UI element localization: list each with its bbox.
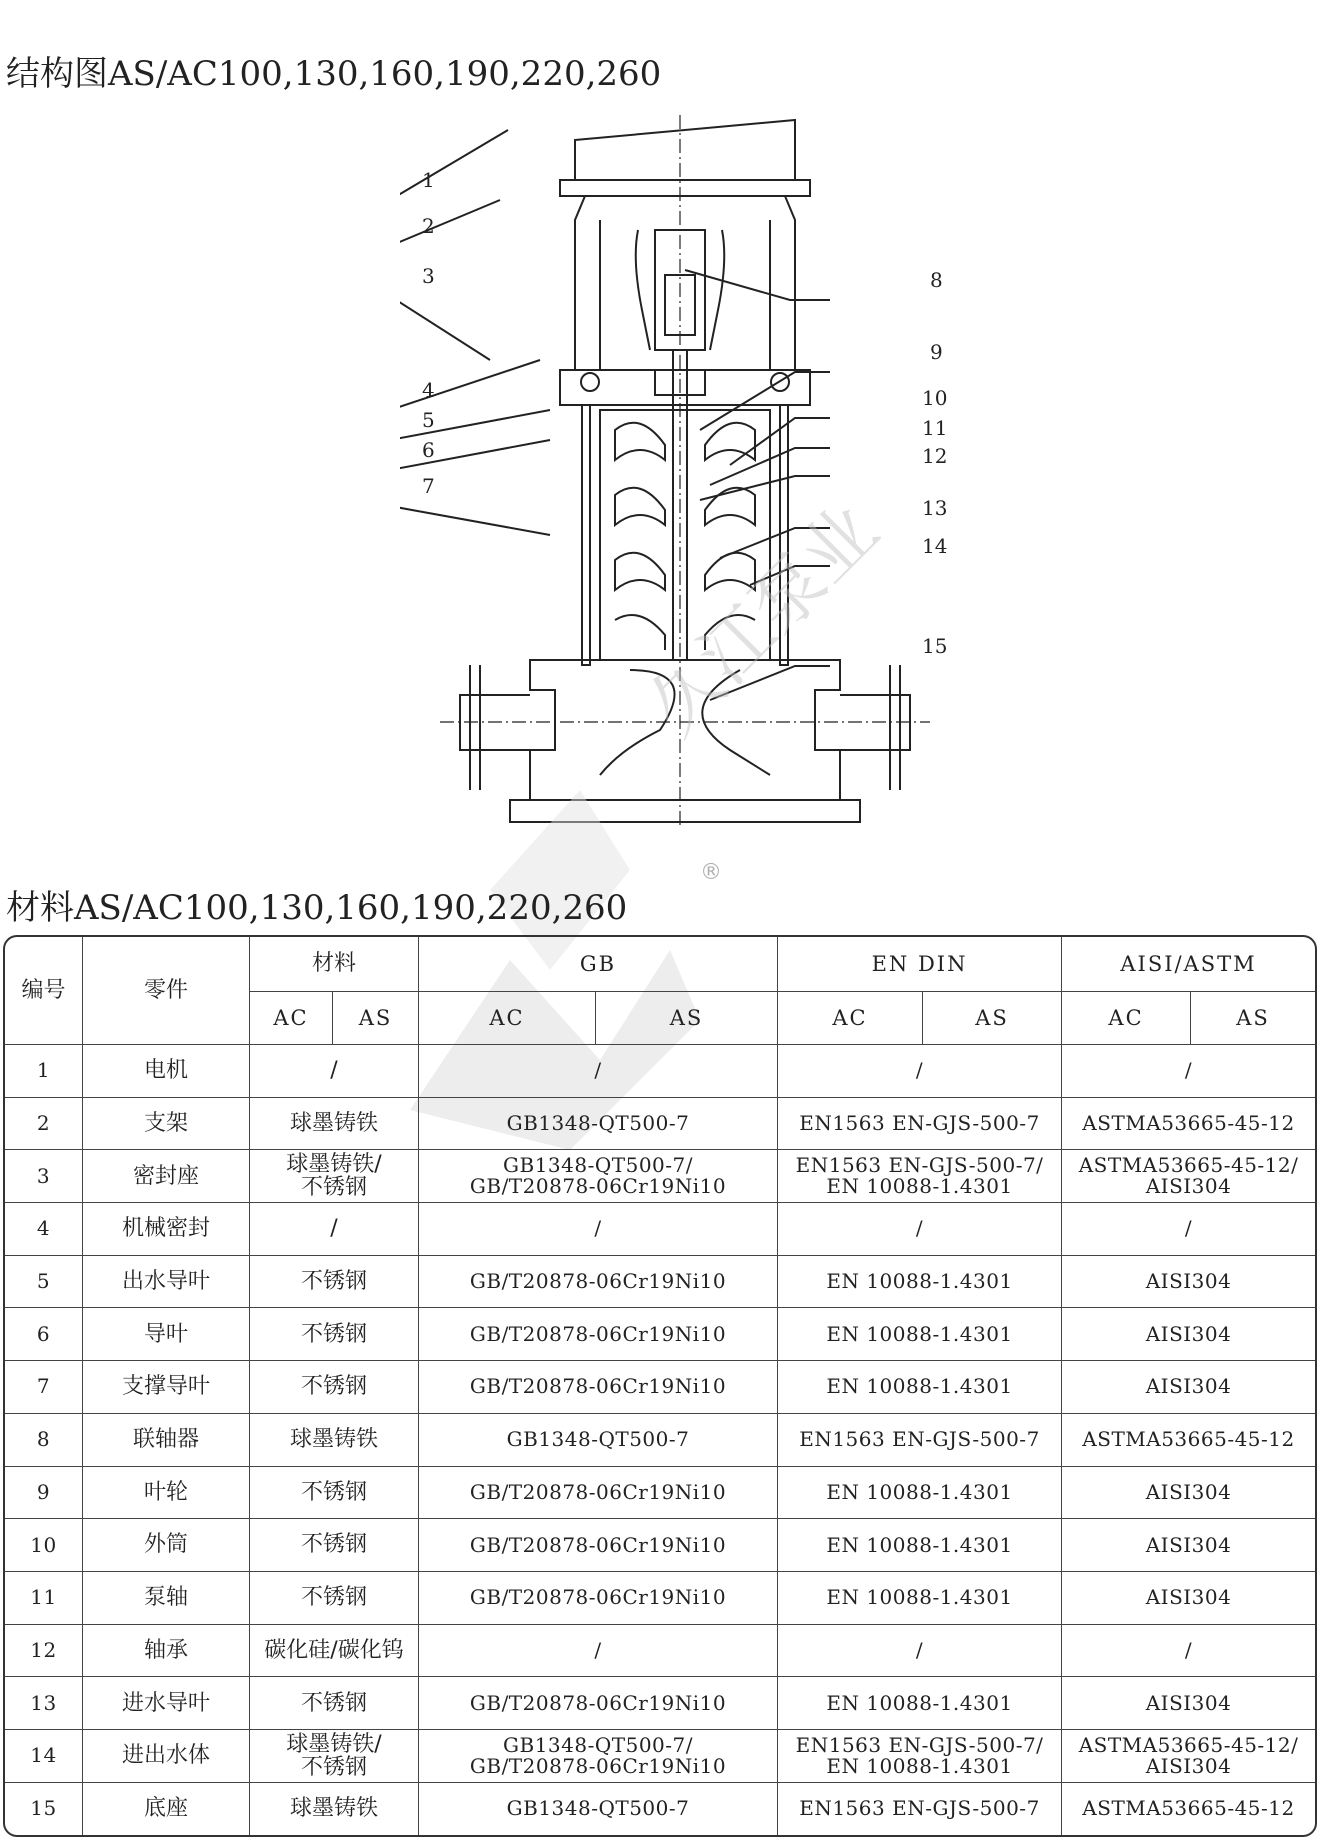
table-row: [5, 1098, 1315, 1151]
cell-aisi-astm-line: AISI304: [1145, 1374, 1232, 1399]
cell-gb-line: GB/T20878-06Cr19Ni10: [469, 1479, 727, 1504]
header-aisi-astm: AISI/ASTM: [1062, 937, 1315, 992]
cell-aisi-astm-line: AISI304: [1145, 1585, 1232, 1610]
cell-aisi-astm: [1062, 1519, 1315, 1572]
cell-aisi-astm-line: AISI304: [1145, 1174, 1232, 1199]
callout-label-3: 3: [422, 264, 435, 288]
cell-gb: [419, 1414, 778, 1467]
cell-aisi-astm: [1062, 1467, 1315, 1520]
cell-material: [250, 1677, 419, 1730]
cell-material-line: /: [330, 1216, 338, 1242]
cell-aisi-astm: [1062, 1361, 1315, 1414]
cell-material-line: /: [330, 1058, 338, 1084]
cell-aisi-astm-line: ASTMA53665-45-12: [1082, 1111, 1295, 1136]
cell-gb-line: GB1348-QT500-7/: [503, 1153, 693, 1178]
header-part: 零件: [83, 937, 250, 1045]
cell-no: 5: [5, 1256, 83, 1309]
cell-no: 2: [5, 1098, 83, 1151]
cell-material: [250, 1572, 419, 1625]
cell-no: 8: [5, 1414, 83, 1467]
cell-part: 支架: [83, 1098, 250, 1151]
cell-gb: [419, 1625, 778, 1678]
cell-en-din-line: EN 10088-1.4301: [826, 1174, 1013, 1199]
callout-label-4: 4: [422, 378, 435, 402]
cell-en-din-line: EN 10088-1.4301: [826, 1479, 1013, 1504]
cell-material-line: 不锈钢: [301, 1269, 368, 1295]
cell-material-line: 不锈钢: [301, 1532, 368, 1558]
cell-material: [250, 1467, 419, 1520]
cell-aisi-astm-line: ASTMA53665-45-12/: [1078, 1732, 1299, 1757]
cell-en-din: [778, 1730, 1062, 1783]
cell-aisi-astm-line: /: [1184, 1637, 1193, 1662]
table-row: [5, 1045, 1315, 1098]
subheader-en-ac: AC: [778, 992, 923, 1045]
table-row: [5, 1572, 1315, 1625]
callout-label-8: 8: [930, 268, 943, 292]
cell-gb-line: GB1348-QT500-7: [506, 1796, 690, 1821]
cell-aisi-astm-line: AISI304: [1145, 1321, 1232, 1346]
cell-material-line: 碳化硅/碳化钨: [264, 1637, 404, 1663]
cell-aisi-astm-line: AISI304: [1145, 1269, 1232, 1294]
cell-gb-line: GB1348-QT500-7: [506, 1111, 690, 1136]
cell-en-din-line: EN 10088-1.4301: [826, 1585, 1013, 1610]
structure-diagram-title: 结构图AS/AC100,130,160,190,220,260: [6, 54, 662, 94]
material-table-body: [5, 1045, 1315, 1835]
table-row: [5, 1414, 1315, 1467]
cell-gb-line: GB/T20878-06Cr19Ni10: [469, 1532, 727, 1557]
cell-en-din-line: EN 10088-1.4301: [826, 1753, 1013, 1778]
cell-en-din: [778, 1256, 1062, 1309]
cell-material-line: 球墨铸铁: [290, 1427, 379, 1453]
cell-en-din: [778, 1625, 1062, 1678]
header-en-din: EN DIN: [778, 937, 1062, 992]
cell-material: [250, 1519, 419, 1572]
table-row: [5, 1625, 1315, 1678]
cell-en-din-line: EN 10088-1.4301: [826, 1690, 1013, 1715]
cell-en-din: [778, 1519, 1062, 1572]
cell-gb-line: GB/T20878-06Cr19Ni10: [469, 1690, 727, 1715]
cell-material: [250, 1308, 419, 1361]
cell-part: 机械密封: [83, 1203, 250, 1256]
cell-part: 叶轮: [83, 1467, 250, 1520]
cell-material-line: 不锈钢: [301, 1585, 368, 1611]
cell-gb-line: GB/T20878-06Cr19Ni10: [469, 1174, 727, 1199]
cell-part: 联轴器: [83, 1414, 250, 1467]
cell-gb-line: /: [594, 1637, 602, 1662]
cell-gb-line: GB/T20878-06Cr19Ni10: [469, 1269, 727, 1294]
table-row: [5, 1203, 1315, 1256]
cell-gb-line: /: [594, 1058, 602, 1083]
cell-gb: [419, 1256, 778, 1309]
material-table: [3, 935, 1317, 1837]
cell-part: 支撑导叶: [83, 1361, 250, 1414]
cell-material-line: 球墨铸铁/: [286, 1731, 382, 1757]
cell-aisi-astm: [1062, 1256, 1315, 1309]
cell-part: 轴承: [83, 1625, 250, 1678]
table-row: [5, 1361, 1315, 1414]
cell-aisi-astm-line: ASTMA53665-45-12/: [1078, 1153, 1299, 1178]
cell-material-line: 不锈钢: [301, 1690, 368, 1716]
cell-aisi-astm-line: ASTMA53665-45-12: [1082, 1796, 1295, 1821]
cell-gb-line: GB1348-QT500-7/: [503, 1732, 693, 1757]
cell-part: 外筒: [83, 1519, 250, 1572]
cell-material-line: 不锈钢: [301, 1374, 368, 1400]
callout-label-1: 1: [422, 168, 435, 192]
cell-no: 15: [5, 1783, 83, 1836]
callout-label-9: 9: [930, 340, 943, 364]
cell-no: 12: [5, 1625, 83, 1678]
cell-en-din-line: /: [915, 1216, 924, 1241]
subheader-gb-ac: AC: [419, 992, 596, 1045]
cell-aisi-astm: [1062, 1098, 1315, 1151]
cell-en-din: [778, 1098, 1062, 1151]
cell-en-din-line: /: [915, 1058, 924, 1083]
subheader-material-ac: AC: [250, 992, 333, 1045]
cell-gb-line: /: [594, 1216, 602, 1241]
cell-aisi-astm: [1062, 1203, 1315, 1256]
cell-material: [250, 1730, 419, 1783]
table-row: [5, 1783, 1315, 1836]
cell-part: 导叶: [83, 1308, 250, 1361]
cell-en-din-line: /: [915, 1637, 924, 1662]
cell-en-din-line: EN 10088-1.4301: [826, 1321, 1013, 1346]
cell-aisi-astm-line: ASTMA53665-45-12: [1082, 1427, 1295, 1452]
subheader-aisi-as: AS: [1191, 992, 1315, 1045]
cell-en-din: [778, 1783, 1062, 1836]
cell-material: [250, 1098, 419, 1151]
cell-material-line: 球墨铸铁: [290, 1796, 379, 1822]
cell-en-din-line: EN 10088-1.4301: [826, 1374, 1013, 1399]
callout-label-2: 2: [422, 214, 435, 238]
cell-en-din-line: EN 10088-1.4301: [826, 1532, 1013, 1557]
table-row: [5, 1519, 1315, 1572]
cell-aisi-astm-line: /: [1184, 1216, 1193, 1241]
cell-en-din: [778, 1467, 1062, 1520]
cell-aisi-astm: [1062, 1730, 1315, 1783]
callout-label-7: 7: [422, 474, 435, 498]
watermark-registered-mark: ®: [700, 860, 722, 885]
cell-no: 4: [5, 1203, 83, 1256]
cell-material-line: 球墨铸铁/: [286, 1152, 382, 1178]
cell-aisi-astm-line: AISI304: [1145, 1479, 1232, 1504]
cell-aisi-astm: [1062, 1045, 1315, 1098]
cell-gb-line: GB1348-QT500-7: [506, 1427, 690, 1452]
callout-label-6: 6: [422, 438, 435, 462]
cell-gb-line: GB/T20878-06Cr19Ni10: [469, 1321, 727, 1346]
cell-no: 6: [5, 1308, 83, 1361]
header-no: 编号: [5, 937, 83, 1045]
cell-part: 进水导叶: [83, 1677, 250, 1730]
cell-aisi-astm: [1062, 1783, 1315, 1836]
callout-label-11: 11: [922, 416, 948, 440]
cell-part: 电机: [83, 1045, 250, 1098]
cell-gb: [419, 1045, 778, 1098]
cell-gb: [419, 1677, 778, 1730]
table-row: [5, 1308, 1315, 1361]
cell-material-line: 不锈钢: [301, 1754, 368, 1780]
cell-no: 14: [5, 1730, 83, 1783]
cell-material-line: 球墨铸铁: [290, 1110, 379, 1136]
cell-no: 7: [5, 1361, 83, 1414]
cell-aisi-astm: [1062, 1414, 1315, 1467]
callout-label-13: 13: [922, 496, 948, 520]
cell-no: 3: [5, 1150, 83, 1203]
cell-en-din: [778, 1572, 1062, 1625]
cell-material: [250, 1203, 419, 1256]
material-table-title: 材料AS/AC100,130,160,190,220,260: [6, 888, 628, 928]
cell-gb: [419, 1519, 778, 1572]
table-row: [5, 1677, 1315, 1730]
cell-material: [250, 1414, 419, 1467]
cell-en-din: [778, 1677, 1062, 1730]
cell-material-line: 不锈钢: [301, 1479, 368, 1505]
cell-en-din: [778, 1414, 1062, 1467]
subheader-material-as: AS: [333, 992, 419, 1045]
cell-material: [250, 1361, 419, 1414]
header-gb: GB: [419, 937, 778, 992]
cell-aisi-astm: [1062, 1150, 1315, 1203]
cell-en-din-line: EN 10088-1.4301: [826, 1269, 1013, 1294]
cell-gb: [419, 1203, 778, 1256]
cell-aisi-astm: [1062, 1625, 1315, 1678]
cell-gb: [419, 1150, 778, 1203]
cell-material: [250, 1150, 419, 1203]
callout-label-5: 5: [422, 408, 435, 432]
callout-label-14: 14: [922, 534, 948, 558]
header-material: 材料: [250, 937, 419, 992]
cell-aisi-astm-line: AISI304: [1145, 1753, 1232, 1778]
cell-material: [250, 1625, 419, 1678]
subheader-en-as: AS: [923, 992, 1062, 1045]
callout-label-15: 15: [922, 634, 948, 658]
table-row: [5, 1730, 1315, 1783]
cell-en-din: [778, 1045, 1062, 1098]
cell-material-line: 不锈钢: [301, 1175, 368, 1201]
cell-gb: [419, 1467, 778, 1520]
cell-part: 出水导叶: [83, 1256, 250, 1309]
cell-en-din-line: EN1563 EN-GJS-500-7: [799, 1427, 1040, 1452]
callout-label-10: 10: [922, 386, 948, 410]
cell-en-din-line: EN1563 EN-GJS-500-7/: [795, 1153, 1044, 1178]
cell-no: 9: [5, 1467, 83, 1520]
cell-en-din-line: EN1563 EN-GJS-500-7: [799, 1111, 1040, 1136]
cell-gb: [419, 1098, 778, 1151]
cell-material: [250, 1045, 419, 1098]
table-row: [5, 1467, 1315, 1520]
cell-aisi-astm-line: AISI304: [1145, 1690, 1232, 1715]
cell-no: 13: [5, 1677, 83, 1730]
subheader-gb-as: AS: [596, 992, 778, 1045]
watermark-brand-text: 久江泵业: [631, 487, 895, 751]
cell-no: 1: [5, 1045, 83, 1098]
cell-aisi-astm: [1062, 1572, 1315, 1625]
subheader-aisi-ac: AC: [1062, 992, 1191, 1045]
cell-no: 10: [5, 1519, 83, 1572]
cell-part: 泵轴: [83, 1572, 250, 1625]
cell-en-din-line: EN1563 EN-GJS-500-7: [799, 1796, 1040, 1821]
cell-material: [250, 1783, 419, 1836]
cell-aisi-astm-line: /: [1184, 1058, 1193, 1083]
cell-part: 进出水体: [83, 1730, 250, 1783]
cell-material-line: 不锈钢: [301, 1321, 368, 1347]
cell-gb-line: GB/T20878-06Cr19Ni10: [469, 1374, 727, 1399]
table-row: [5, 1256, 1315, 1309]
cell-aisi-astm: [1062, 1677, 1315, 1730]
cell-en-din-line: EN1563 EN-GJS-500-7/: [795, 1732, 1044, 1757]
cell-en-din: [778, 1150, 1062, 1203]
cell-en-din: [778, 1308, 1062, 1361]
cell-gb: [419, 1308, 778, 1361]
cell-aisi-astm-line: AISI304: [1145, 1532, 1232, 1557]
table-row: [5, 1150, 1315, 1203]
cell-material: [250, 1256, 419, 1309]
callout-label-12: 12: [922, 444, 948, 468]
cell-aisi-astm: [1062, 1308, 1315, 1361]
cell-gb: [419, 1572, 778, 1625]
cell-gb: [419, 1783, 778, 1836]
cell-en-din: [778, 1361, 1062, 1414]
cell-gb-line: GB/T20878-06Cr19Ni10: [469, 1753, 727, 1778]
cell-gb: [419, 1361, 778, 1414]
cell-part: 底座: [83, 1783, 250, 1836]
cell-no: 11: [5, 1572, 83, 1625]
cell-gb-line: GB/T20878-06Cr19Ni10: [469, 1585, 727, 1610]
cell-part: 密封座: [83, 1150, 250, 1203]
cell-en-din: [778, 1203, 1062, 1256]
cell-gb: [419, 1730, 778, 1783]
